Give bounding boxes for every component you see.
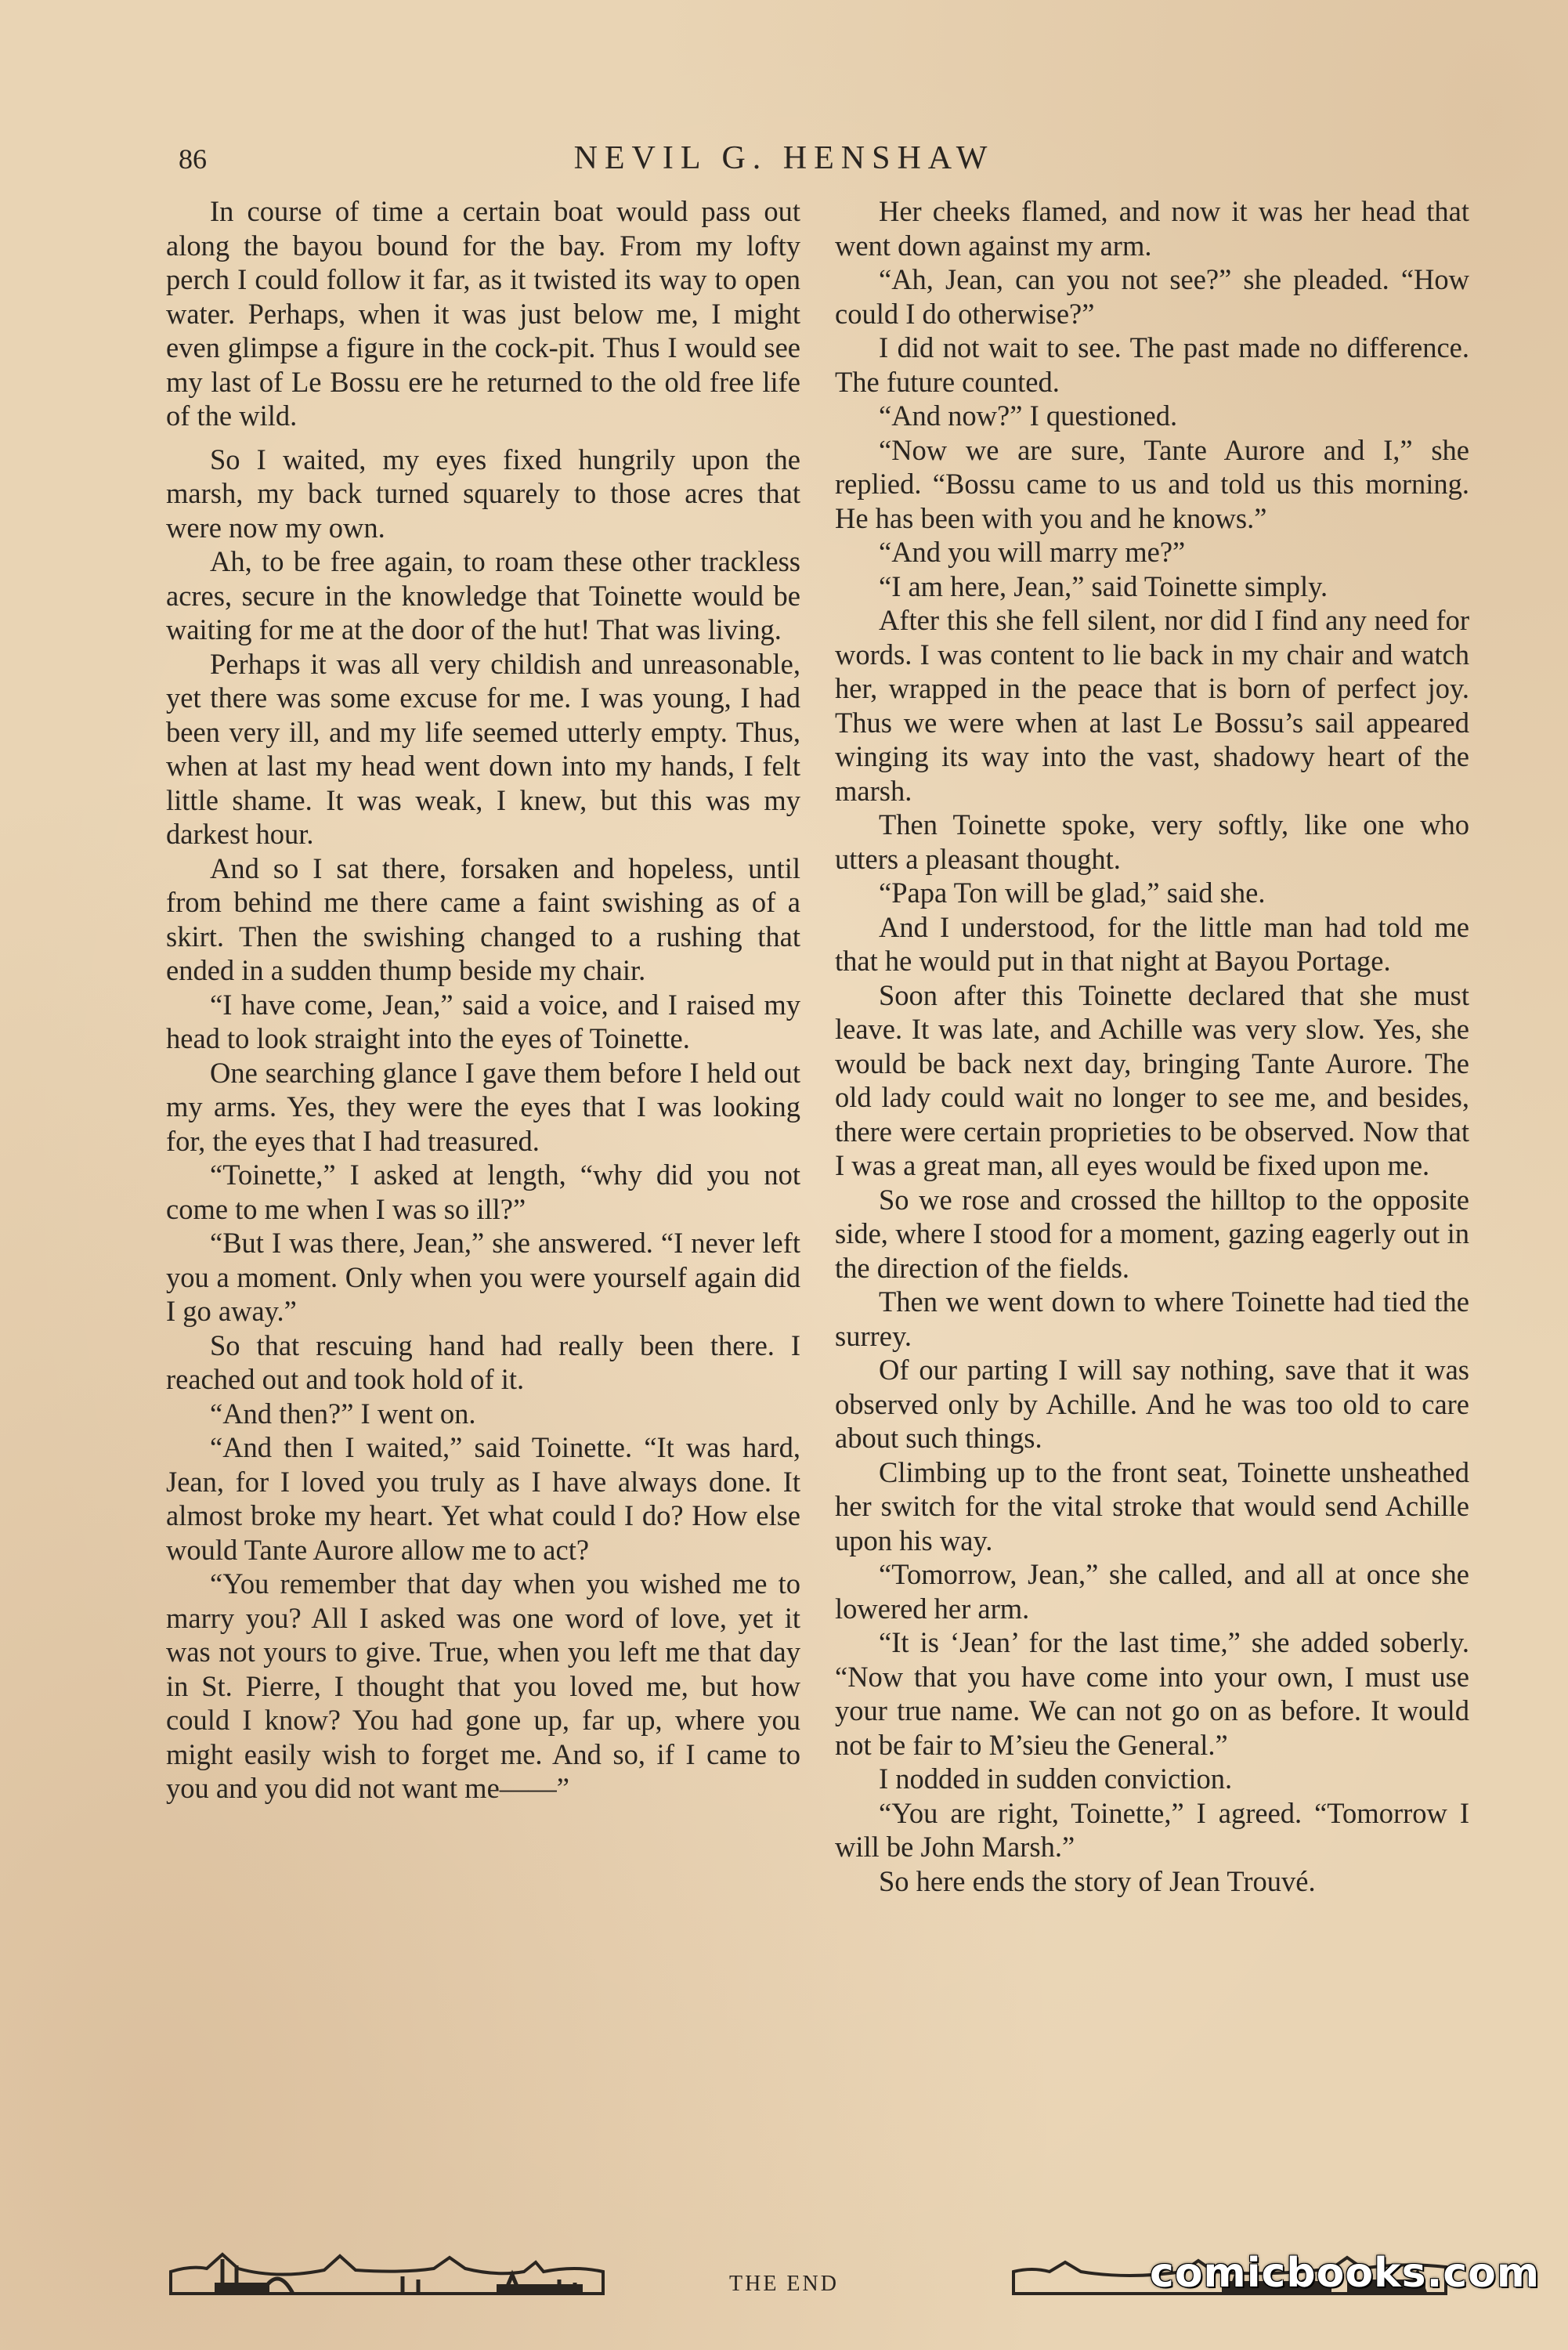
running-head <box>0 139 1568 186</box>
paragraph: So I waited, my eyes fixed hungrily upon the marsh, my back turned squarely to those acres that were now my own. <box>166 443 800 544</box>
paragraph: One searching glance I gave them before I held out my arms. Yes, they were the eyes that I was looking for, the eyes that I had treasured. <box>166 1056 800 1157</box>
paragraph: So here ends the story of Jean Trouvé. <box>879 1864 1316 1897</box>
paragraph: I nodded in sudden conviction. <box>879 1762 1233 1795</box>
paragraph: “Now we are sure, Tante Aurore and I,” she replied. “Bossu came to us and told us this morning. He has been with you and he knows.” <box>835 433 1469 534</box>
paragraph: Perhaps it was all very childish and unreasonable, yet there was some excuse for me. I was young, I had been very ill, and my life seemed utterly empty. Thus, when at last my head went down into my hands, I felt little shame. It was weak, I knew, but this was my darkest hour. <box>166 647 800 850</box>
paragraph: Then we went down to where Toinette had tied the surrey. <box>835 1285 1469 1352</box>
paragraph: Then Toinette spoke, very softly, like one who utters a pleasant thought. <box>835 808 1469 875</box>
paragraph: “You are right, Toinette,” I agreed. “Tomorrow I will be John Marsh.” <box>835 1796 1469 1863</box>
paragraph: “It is ‘Jean’ for the last time,” she added soberly. “Now that you have come into your own, I must use your true name. We can not go on as before. It would not be fair to M’sieu the General.” <box>835 1626 1469 1761</box>
paragraph: So we rose and crossed the hilltop to the opposite side, where I stood for a moment, gazing eagerly out in the direction of the fields. <box>835 1183 1469 1284</box>
paragraph: Her cheeks flamed, and now it was her head that went down against my arm. <box>835 195 1469 262</box>
paragraph: “I am here, Jean,” said Toinette simply. <box>879 569 1328 602</box>
running-title-author: NEVIL G. HENSHAW <box>573 140 995 176</box>
paragraph: “And now?” I questioned. <box>879 400 1178 432</box>
paragraph: So that rescuing hand had really been there. I reached out and took hold of it. <box>166 1329 800 1395</box>
paragraph: Soon after this Toinette declared that she must leave. It was late, and Achille was very slow. Yes, she would be back next day, bringing Tante Aurore. The old lady could wait no longer to see me, and besides, there were certain proprieties to be observed. Now that I was a great man, all eyes would be fixed upon me. <box>835 978 1469 1181</box>
paragraph: Climbing up to the front seat, Toinette unsheathed her switch for the vital stroke that would send Achille upon his way. <box>835 1455 1469 1556</box>
paragraph: “I have come, Jean,” said a voice, and I raised my head to look straight into the eyes of Toinette. <box>166 988 800 1054</box>
paragraph: Ah, to be free again, to roam these other trackless acres, secure in the knowledge that Toinette would be waiting for me at the door of the hut! That was living. <box>166 545 800 645</box>
paragraph: Of our parting I will say nothing, save that it was observed only by Achille. And he was too old to care about such things. <box>835 1354 1469 1454</box>
paragraph: “Tomorrow, Jean,” she called, and all at once she lowered her arm. <box>835 1558 1469 1625</box>
paragraph: “You remember that day when you wished me to marry you? All I asked was one word of love, yet it was not yours to give. True, when you left me that day in St. Pierre, I thought that you loved me, but how could I know? You had gone up, far up, where you might easily wish to forget me. And so, if I came to you and you did not want me——” <box>166 1567 800 1804</box>
the-end-label: THE END <box>729 2272 839 2296</box>
paragraph: “Toinette,” I asked at length, “why did you not come to me when I was so ill?” <box>166 1159 800 1225</box>
left-column <box>166 194 800 1806</box>
site-watermark: comicbooks.com <box>1150 2250 1541 2297</box>
right-column <box>835 194 1469 1898</box>
paragraph: “And you will marry me?” <box>879 536 1186 568</box>
paragraph: “Ah, Jean, can you not see?” she pleaded. “How could I do otherwise?” <box>835 263 1469 330</box>
page-number: 86 <box>179 143 207 175</box>
paragraph: And so I sat there, forsaken and hopeless, until from behind me there came a faint swishing as of a skirt. Then the swishing changed to a rushing that ended in a sudden thump beside my chair. <box>166 851 800 986</box>
paragraph: After this she fell silent, nor did I find any need for words. I was content to lie back in my chair and watch her, wrapped in the peace that is born of perfect joy. Thus we were when at last Le Bossu’s sail appeared winging its way into the vast, shadowy heart of the marsh. <box>835 604 1469 807</box>
paragraph: And I understood, for the little man had told me that he would put in that night at Bayou Portage. <box>835 910 1469 977</box>
paragraph: “Papa Ton will be glad,” said she. <box>879 877 1266 909</box>
paragraph: “But I was there, Jean,” she answered. “I never left you a moment. Only when you were yourself again did I go away.” <box>166 1227 800 1327</box>
paragraph: I did not wait to see. The past made no difference. The future counted. <box>835 331 1469 398</box>
paragraph: “And then I waited,” said Toinette. “It was hard, Jean, for I loved you truly as I have always done. It almost broke my heart. Yet what could I do? How else would Tante Aurore allow me to act? <box>166 1431 800 1566</box>
paragraph: In course of time a certain boat would pass out along the bayou bound for the bay. From my lofty perch I could follow it far, as it twisted its way to open water. Perhaps, when it was just below me, I might even glimpse a figure in the cock-pit. Thus I would see my last of Le Bossu ere he returned to the old free life of the wild. <box>166 195 800 432</box>
paragraph: “And then?” I went on. <box>210 1397 476 1430</box>
